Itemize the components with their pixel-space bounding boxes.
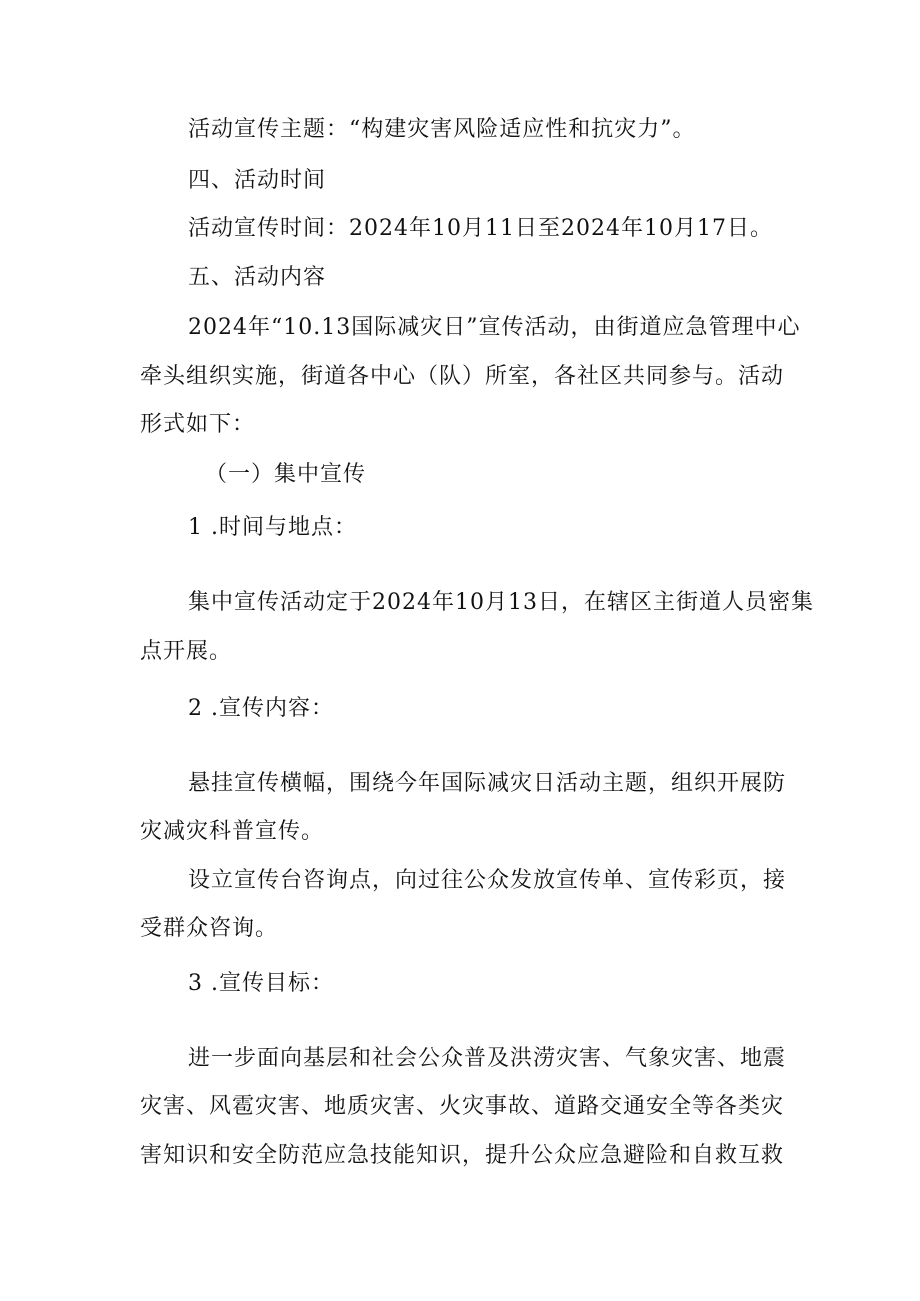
paragraph-line: 悬挂宣传横幅，围绕今年国际减灾日活动主题，组织开展防: [188, 771, 787, 796]
paragraph-line: 牵头组织实施，街道各中心（队）所室，各社区共同参与。活动: [140, 364, 785, 389]
paragraph-line: 灾害、风雹灾害、地质灾害、火灾事故、道路交通安全等各类灾: [140, 1094, 785, 1119]
item-heading: 1 .时间与地点：: [188, 515, 357, 540]
section-heading-time: 四、活动时间: [188, 168, 327, 193]
paragraph-line: 集中宣传活动定于2024年10月13日，在辖区主街道人员密集: [188, 590, 814, 615]
paragraph-line: 进一步面向基层和社会公众普及洪涝灾害、气象灾害、地震: [188, 1046, 787, 1071]
paragraph-line: 形式如下：: [140, 412, 256, 437]
item-heading: 2 .宣传内容：: [188, 696, 334, 721]
section-heading-content: 五、活动内容: [188, 265, 327, 290]
subsection-heading: （一）集中宣传: [205, 462, 367, 487]
paragraph-line: 灾减灾科普宣传。: [140, 819, 325, 844]
paragraph-line: 受群众咨询。: [140, 916, 279, 941]
time-line: 活动宣传时间：2024年10月11日至2024年10月17日。: [188, 216, 773, 241]
paragraph-line: 设立宣传台咨询点，向过往公众发放宣传单、宣传彩页，接: [188, 868, 787, 893]
paragraph-line: 害知识和安全防范应急技能知识，提升公众应急避险和自救互救: [140, 1143, 785, 1168]
item-heading: 3 .宣传目标：: [188, 971, 334, 996]
paragraph-line: 点开展。: [140, 639, 233, 664]
theme-line: 活动宣传主题：“构建灾害风险适应性和抗灾力”。: [188, 117, 696, 142]
paragraph-line: 2024年“10.13国际减灾日”宣传活动，由街道应急管理中心: [188, 315, 801, 340]
